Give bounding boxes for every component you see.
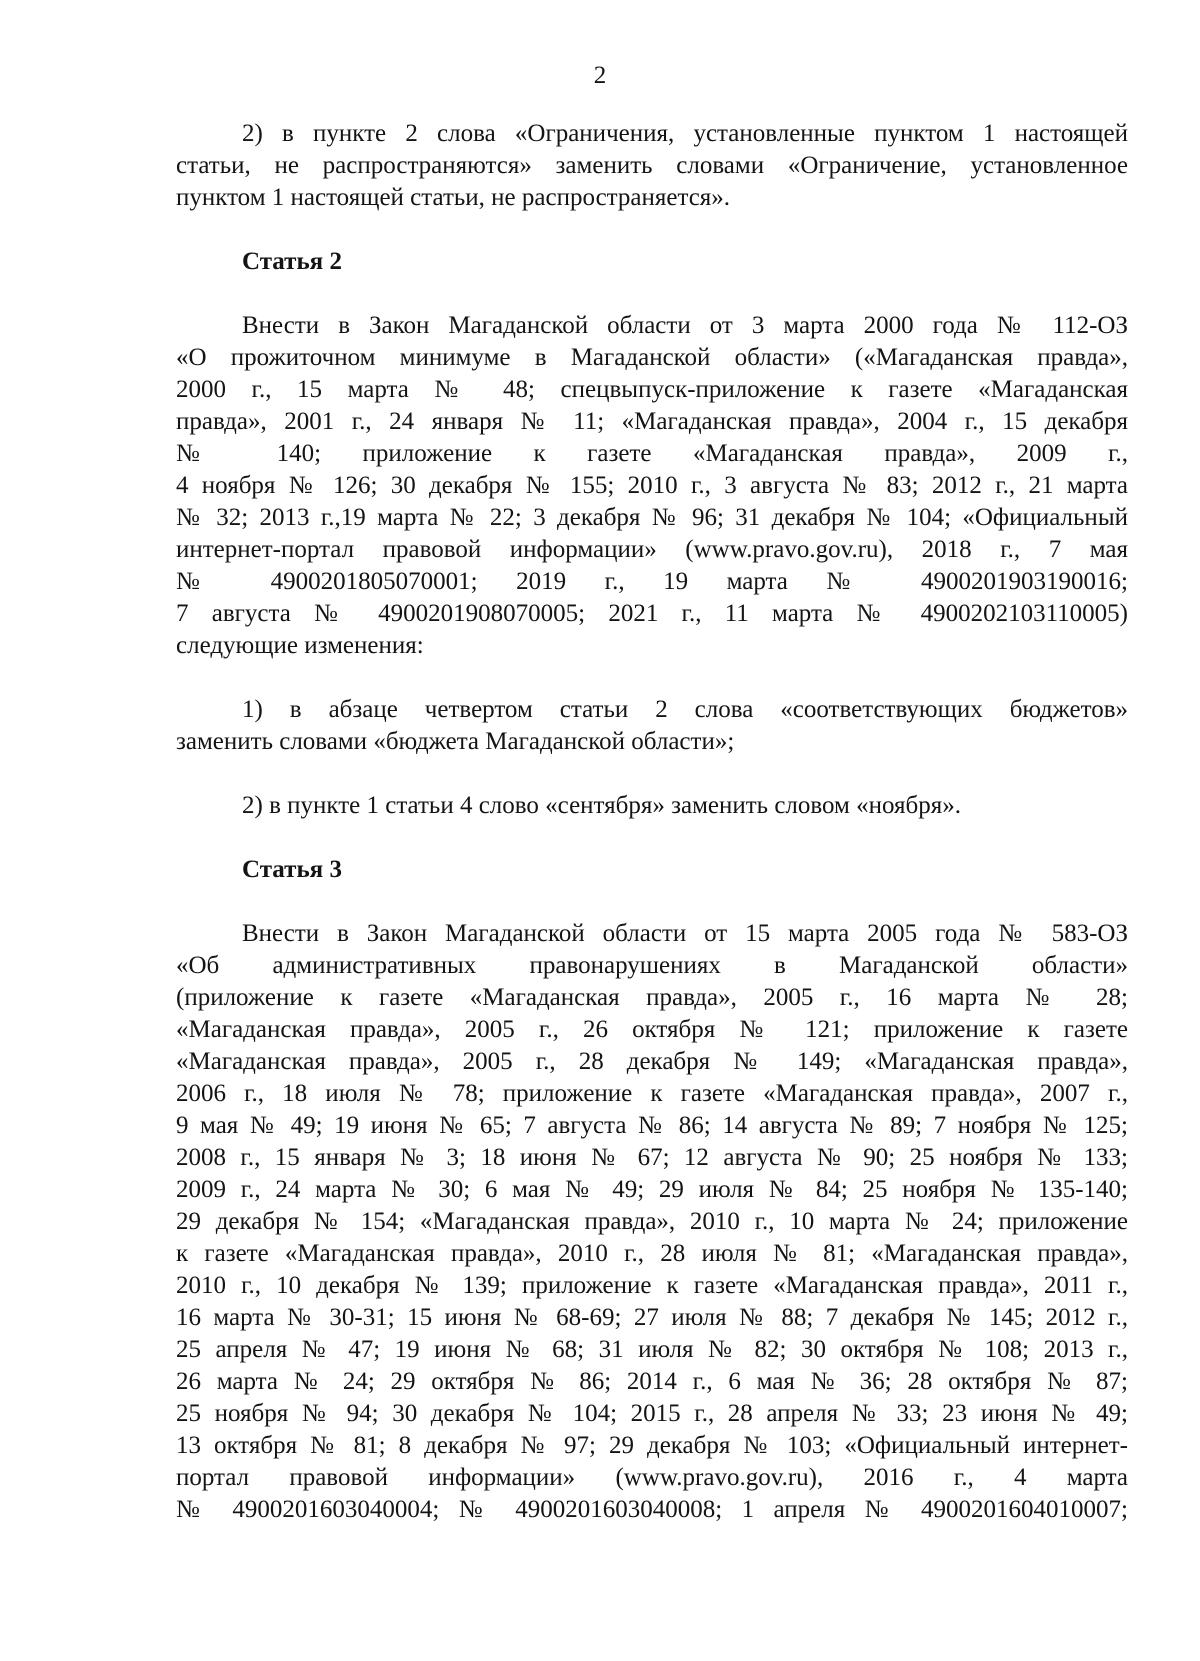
text-line: № 4900201805070001; 2019 г., 19 марта № 4900201903190016; [176,568,1128,595]
text-line: 2) в пункте 1 статьи 4 слово «сентября» заменить словом «ноября». [242,792,961,819]
text-line: 2000 г., 15 марта № 48; спецвыпуск-приложение к газете «Магаданская [176,376,1128,403]
text-line: статьи, не распространяются» заменить словами «Ограничение, установленное [176,152,1128,179]
text-line: Внести в Закон Магаданской области от 15 марта 2005 года № 583-ОЗ [242,920,1128,947]
text-line: 25 ноября № 94; 30 декабря № 104; 2015 г., 28 апреля № 33; 23 июня № 49; [176,1400,1128,1427]
text-line: 7 августа № 4900201908070005; 2021 г., 11 марта № 4900202103110005) [176,600,1128,627]
article-heading: Статья 3 [242,856,342,883]
text-line: 4 ноября № 126; 30 декабря № 155; 2010 г., 3 августа № 83; 2012 г., 21 марта [176,472,1128,499]
article-heading: Статья 2 [242,248,342,275]
paragraph-gap [176,886,1128,918]
paragraph [176,118,1128,214]
text-line: «О прожиточном минимуме в Магаданской области» («Магаданская правда», [176,344,1128,371]
text-line: № 4900201603040004; № 4900201603040008; 1 апреля № 4900201604010007; [176,1496,1128,1523]
text-line: к газете «Магаданская правда», 2010 г., 28 июля № 81; «Магаданская правда», [176,1240,1128,1267]
text-line: 13 октября № 81; 8 декабря № 97; 29 декабря № 103; «Официальный интернет- [176,1432,1128,1459]
text-line: «Магаданская правда», 2005 г., 28 декабря № 149; «Магаданская правда», [176,1048,1128,1075]
text-line: 2009 г., 24 марта № 30; 6 мая № 49; 29 июля № 84; 25 ноября № 135-140; [176,1176,1128,1203]
page-number: 2 [593,62,607,89]
text-line: следующие изменения: [176,632,424,659]
text-line: 26 марта № 24; 29 октября № 86; 2014 г., 6 мая № 36; 28 октября № 87; [176,1368,1128,1395]
text-line: Внести в Закон Магаданской области от 3 марта 2000 года № 112-ОЗ [242,312,1128,339]
paragraph [176,918,1128,1526]
text-line: пунктом 1 настоящей статьи, не распространяется». [176,184,731,211]
paragraph [176,310,1128,662]
text-line: № 32; 2013 г.,19 марта № 22; 3 декабря № 96; 31 декабря № 104; «Официальный [176,504,1128,531]
text-line: 25 апреля № 47; 19 июня № 68; 31 июля № 82; 30 октября № 108; 2013 г., [176,1336,1128,1363]
paragraph [176,694,1128,758]
text-line: 2010 г., 10 декабря № 139; приложение к газете «Магаданская правда», 2011 г., [176,1272,1128,1299]
paragraph-gap [176,822,1128,854]
paragraph-gap [176,214,1128,246]
text-line: № 140; приложение к газете «Магаданская правда», 2009 г., [176,440,1128,467]
text-line: «Об административных правонарушениях в Магаданской области» [176,952,1128,979]
text-line: портал правовой информации» (www.pravo.gov.ru), 2016 г., 4 марта [176,1464,1128,1491]
paragraph-gap [176,758,1128,790]
document-body [176,118,1128,1526]
text-line: 2006 г., 18 июля № 78; приложение к газете «Магаданская правда», 2007 г., [176,1080,1128,1107]
text-line: 2008 г., 15 января № 3; 18 июня № 67; 12 августа № 90; 25 ноября № 133; [176,1144,1128,1171]
text-line: 29 декабря № 154; «Магаданская правда», 2010 г., 10 марта № 24; приложение [176,1208,1128,1235]
text-line: правда», 2001 г., 24 января № 11; «Магаданская правда», 2004 г., 15 декабря [176,408,1128,435]
text-line: заменить словами «бюджета Магаданской области»; [176,728,735,755]
paragraph-gap [176,278,1128,310]
text-line: 9 мая № 49; 19 июня № 65; 7 августа № 86; 14 августа № 89; 7 ноября № 125; [176,1112,1128,1139]
text-line: интернет-портал правовой информации» (www.pravo.gov.ru), 2018 г., 7 мая [176,536,1128,563]
text-line: «Магаданская правда», 2005 г., 26 октября № 121; приложение к газете [176,1016,1128,1043]
text-line: (приложение к газете «Магаданская правда», 2005 г., 16 марта № 28; [176,984,1128,1011]
text-line: 1) в абзаце четвертом статьи 2 слова «соответствующих бюджетов» [242,696,1128,723]
text-line: 2) в пункте 2 слова «Ограничения, установленные пунктом 1 настоящей [242,120,1128,147]
paragraph [176,790,1128,822]
text-line: 16 марта № 30-31; 15 июня № 68-69; 27 июля № 88; 7 декабря № 145; 2012 г., [176,1304,1128,1331]
paragraph-gap [176,662,1128,694]
